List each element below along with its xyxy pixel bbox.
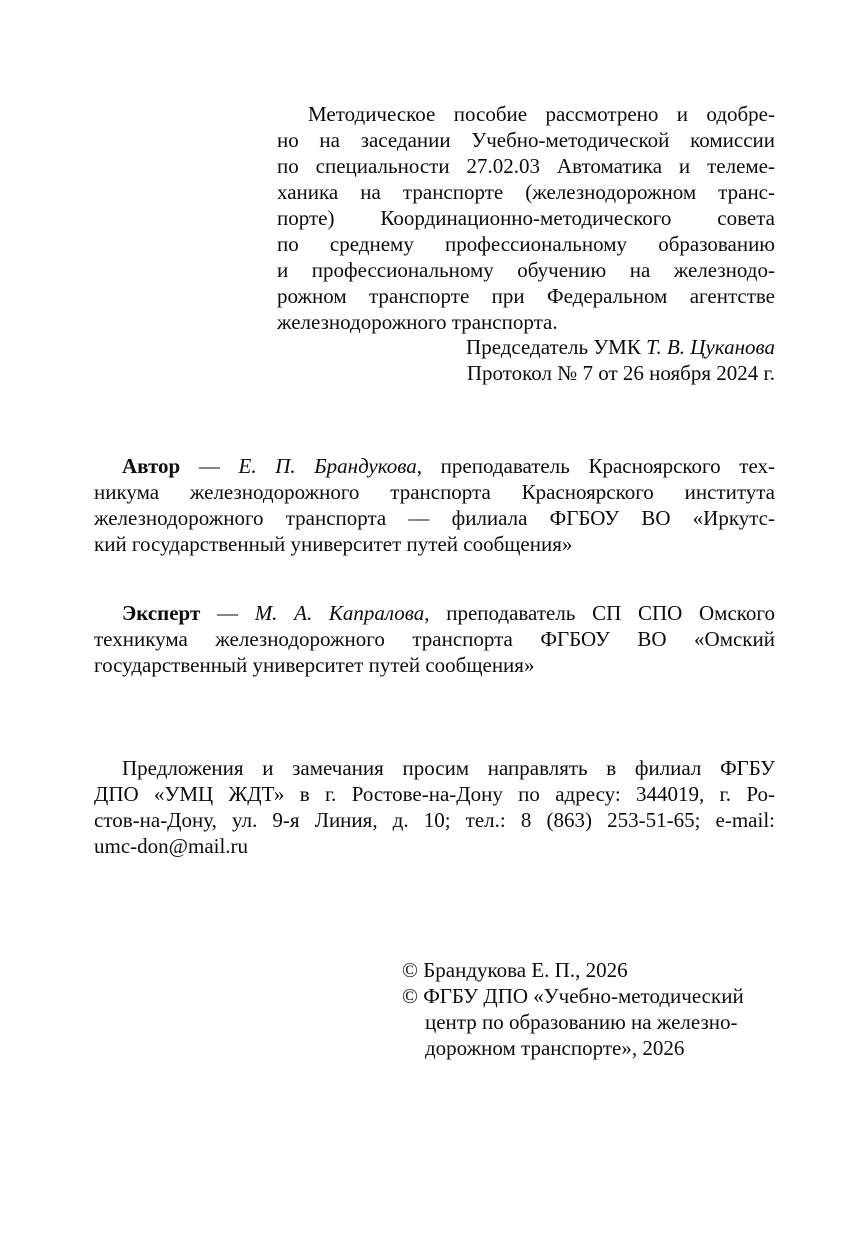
text-segment: Предложения и замечания просим направлять в филиал ФГБУ (122, 756, 775, 780)
text-segment: кий государственный университет путей сообщения» (94, 532, 573, 556)
text-line (402, 957, 782, 983)
text-segment: по среднему профессиональному образованию (277, 232, 775, 256)
text-segment: дорожном транспорте», 2026 (425, 1036, 685, 1060)
copyright-block (402, 957, 782, 1061)
text-segment: — (180, 454, 239, 478)
text-line (277, 309, 775, 335)
text-segment: железнодорожного транспорта — филиала ФГБОУ ВО «Иркутс- (94, 506, 775, 530)
text-segment: центр по образованию на железно- (425, 1010, 738, 1034)
text-line (277, 231, 775, 257)
author-paragraph (94, 453, 775, 557)
text-segment: , преподаватель СП СПО Омского (424, 601, 775, 625)
text-segment: железнодорожного транспорта. (277, 310, 558, 334)
text-line (466, 334, 775, 360)
text-line (277, 205, 775, 231)
text-line (402, 1035, 782, 1061)
text-line (277, 283, 775, 309)
text-segment: ханика на транспорте (железнодорожном транс- (277, 180, 775, 204)
text-line (94, 505, 775, 531)
signature-block (466, 334, 775, 386)
text-segment: рожном транспорте при Федеральном агентстве (277, 284, 775, 308)
text-segment: но на заседании Учебно-методической комиссии (277, 128, 775, 152)
text-segment: по специальности 27.02.03 Автоматика и телеме- (277, 154, 775, 178)
text-line (402, 983, 782, 1009)
text-line (94, 807, 775, 833)
text-segment: стов-на-Дону, ул. 9-я Линия, д. 10; тел.: 8 (863) 253-51-65; e-mail: (94, 808, 775, 832)
text-line (277, 153, 775, 179)
contact-paragraph (94, 755, 775, 859)
text-line (94, 781, 775, 807)
text-segment: © Брандукова Е. П., 2026 (402, 958, 628, 982)
text-segment: © ФГБУ ДПО «Учебно-методический (402, 984, 744, 1008)
text-line (466, 360, 775, 386)
text-line (94, 453, 775, 479)
text-line (94, 833, 775, 859)
text-line (277, 127, 775, 153)
text-segment: Эксперт (122, 601, 201, 625)
text-segment: и профессиональному обучению на железнодо- (277, 258, 775, 282)
text-line (277, 101, 775, 127)
text-segment: Протокол № 7 от 26 ноября 2024 г. (466, 361, 775, 385)
text-line (94, 652, 775, 678)
text-line (94, 755, 775, 781)
text-line (277, 257, 775, 283)
text-segment: Методическое пособие рассмотрено и одобре- (308, 102, 775, 126)
text-segment: , преподаватель Красноярского тех- (416, 454, 776, 478)
text-segment: ДПО «УМЦ ЖДТ» в г. Ростове-на-Дону по адресу: 344019, г. Ро- (94, 782, 775, 806)
approval-paragraph (277, 101, 775, 335)
text-segment: umc-don@mail.ru (94, 834, 249, 858)
text-segment: техникума железнодорожного транспорта ФГБОУ ВО «Омский (94, 627, 775, 651)
text-line (94, 479, 775, 505)
text-segment: государственный университет путей сообщения» (94, 653, 535, 677)
text-segment: Е. П. Брандукова (238, 454, 417, 478)
text-segment: порте) Координационно-методического совета (277, 206, 775, 230)
text-line (94, 600, 775, 626)
text-segment: Т. В. Цуканова (646, 335, 775, 359)
text-line (277, 179, 775, 205)
copyright-item-author (402, 957, 782, 983)
text-segment: Автор (122, 454, 181, 478)
text-segment: никума железнодорожного транспорта Красноярского института (94, 480, 775, 504)
text-line (402, 1009, 782, 1035)
text-segment: Председатель УМК (466, 335, 647, 359)
expert-paragraph (94, 600, 775, 678)
text-segment: — (200, 601, 255, 625)
copyright-item-publisher (402, 983, 782, 1061)
text-line (94, 626, 775, 652)
text-line (94, 531, 775, 557)
text-segment: М. А. Капралова (254, 601, 425, 625)
